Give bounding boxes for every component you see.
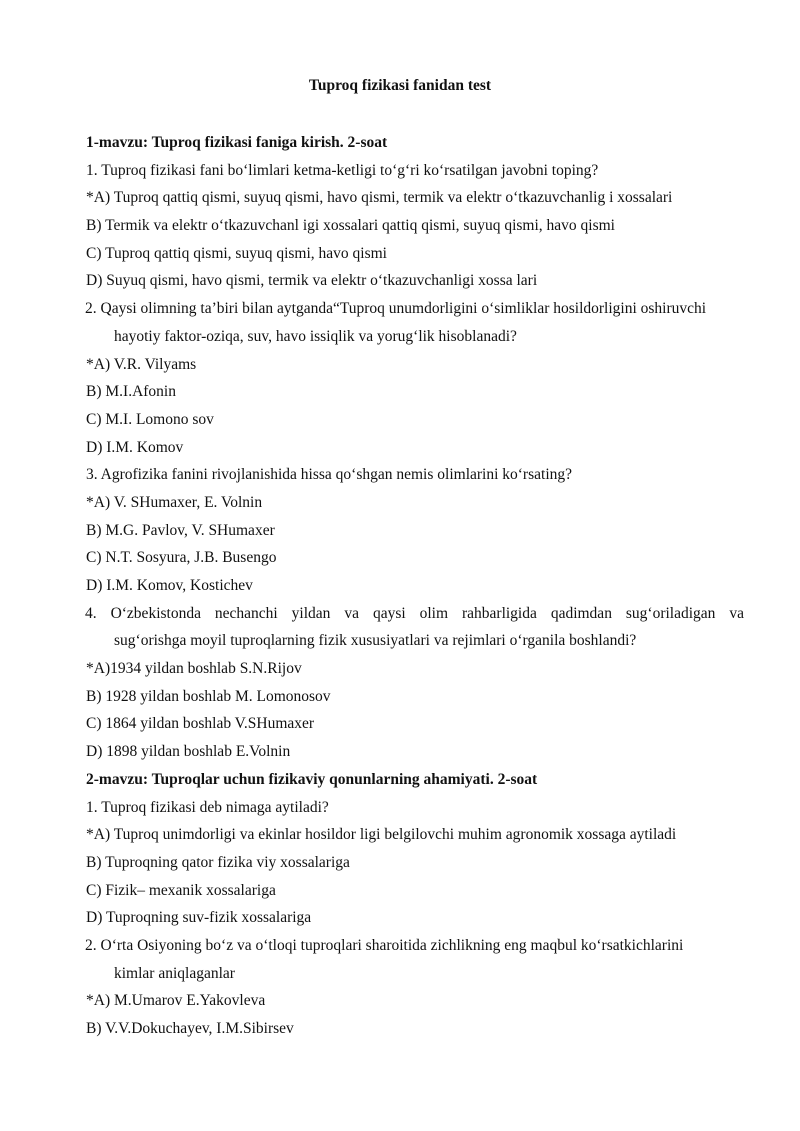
answer-option: B) M.I.Afonin — [86, 383, 176, 401]
answer-option: B) M.G. Pavlov, V. SHumaxer — [86, 521, 275, 539]
question-line: 4. O‘zbekistonda nechanchi yildan va qaysi olim rahbarligida qadimdan sug‘oriladigan va — [85, 604, 744, 622]
answer-option: B) Termik va elektr o‘tkazuvchanl igi xossalari qattiq qismi, suyuq qismi, havo qismi — [86, 217, 615, 235]
answer-option: D) Suyuq qismi, havo qismi, termik va elektr o‘tkazuvchanligi xossa lari — [86, 272, 538, 290]
answer-option: *A) V.R. Vilyams — [86, 355, 197, 373]
answer-option: B) Tuproqning qator fizika viy xossalariga — [86, 853, 350, 871]
answer-option: *A) Tuproq qattiq qismi, suyuq qismi, havo qismi, termik va elektr o‘tkazuvchanlig i xossalari — [86, 189, 673, 207]
question-continuation: kimlar aniqlaganlar — [114, 964, 235, 982]
answer-option: D) 1898 yildan boshlab E.Volnin — [86, 743, 291, 761]
answer-option: C) 1864 yildan boshlab V.SHumaxer — [86, 715, 315, 733]
topic-heading: 2-mavzu: Tuproqlar uchun fizikaviy qonunlarning ahamiyati. 2-soat — [86, 770, 538, 788]
question: 1. Tuproq fizikasi deb nimaga aytiladi? — [86, 798, 329, 816]
answer-option: C) Tuproq qattiq qismi, suyuq qismi, havo qismi — [86, 244, 387, 262]
answer-option: C) N.T. Sosyura, J.B. Busengo — [86, 549, 277, 567]
answer-option: D) I.M. Komov, Kostichev — [86, 577, 253, 594]
question — [86, 604, 744, 652]
answer-option: *A)1934 yildan boshlab S.N.Rijov — [86, 660, 302, 678]
question-line: 2. Qaysi olimning ta’biri bilan aytganda“Tuproq unumdorligini o‘simliklar hosildorligini oshiruvchi — [85, 300, 707, 318]
answer-option: D) I.M. Komov — [86, 438, 184, 456]
answer-option: C) Fizik– mexanik xossalariga — [86, 881, 276, 899]
document-title: Tuproq fizikasi fanidan test — [308, 77, 492, 94]
answer-option: C) M.I. Lomono sov — [86, 410, 214, 428]
question: 3. Agrofizika fanini rivojlanishida hissa qo‘shgan nemis olimlarini ko‘rsating? — [86, 466, 573, 484]
question-continuation: hayotiy faktor-oziqa, suv, havo issiqlik va yorug‘lik hisoblanadi? — [114, 327, 517, 345]
topic-heading: 1-mavzu: Tuproq fizikasi faniga kirish. 2-soat — [86, 134, 388, 151]
question — [86, 936, 744, 984]
answer-option: *A) M.Umarov E.Yakovleva — [86, 992, 266, 1010]
answer-option: B) V.V.Dokuchayev, I.M.Sibirsev — [86, 1020, 294, 1037]
question-line: 2. O‘rta Osiyoning bo‘z va o‘tloqi tuproqlari sharoitida zichlikning eng maqbul ko‘rsatkichlarini — [85, 936, 684, 954]
question — [86, 299, 744, 347]
answer-option: *A) V. SHumaxer, E. Volnin — [86, 493, 263, 511]
question-continuation: sug‘orishga moyil tuproqlarning fizik xususiyatlari va rejimlari o‘rganila boshlandi? — [114, 632, 637, 650]
question: 1. Tuproq fizikasi fani bo‘limlari ketma-ketligi to‘g‘ri ko‘rsatilgan javobni toping? — [86, 161, 599, 179]
answer-option: B) 1928 yildan boshlab M. Lomonosov — [86, 687, 331, 705]
answer-option: D) Tuproqning suv-fizik xossalariga — [86, 909, 312, 927]
document-body — [86, 133, 744, 1047]
answer-option: *A) Tuproq unimdorligi va ekinlar hosildor ligi belgilovchi muhim agronomik xossaga aytiladi — [86, 826, 677, 844]
